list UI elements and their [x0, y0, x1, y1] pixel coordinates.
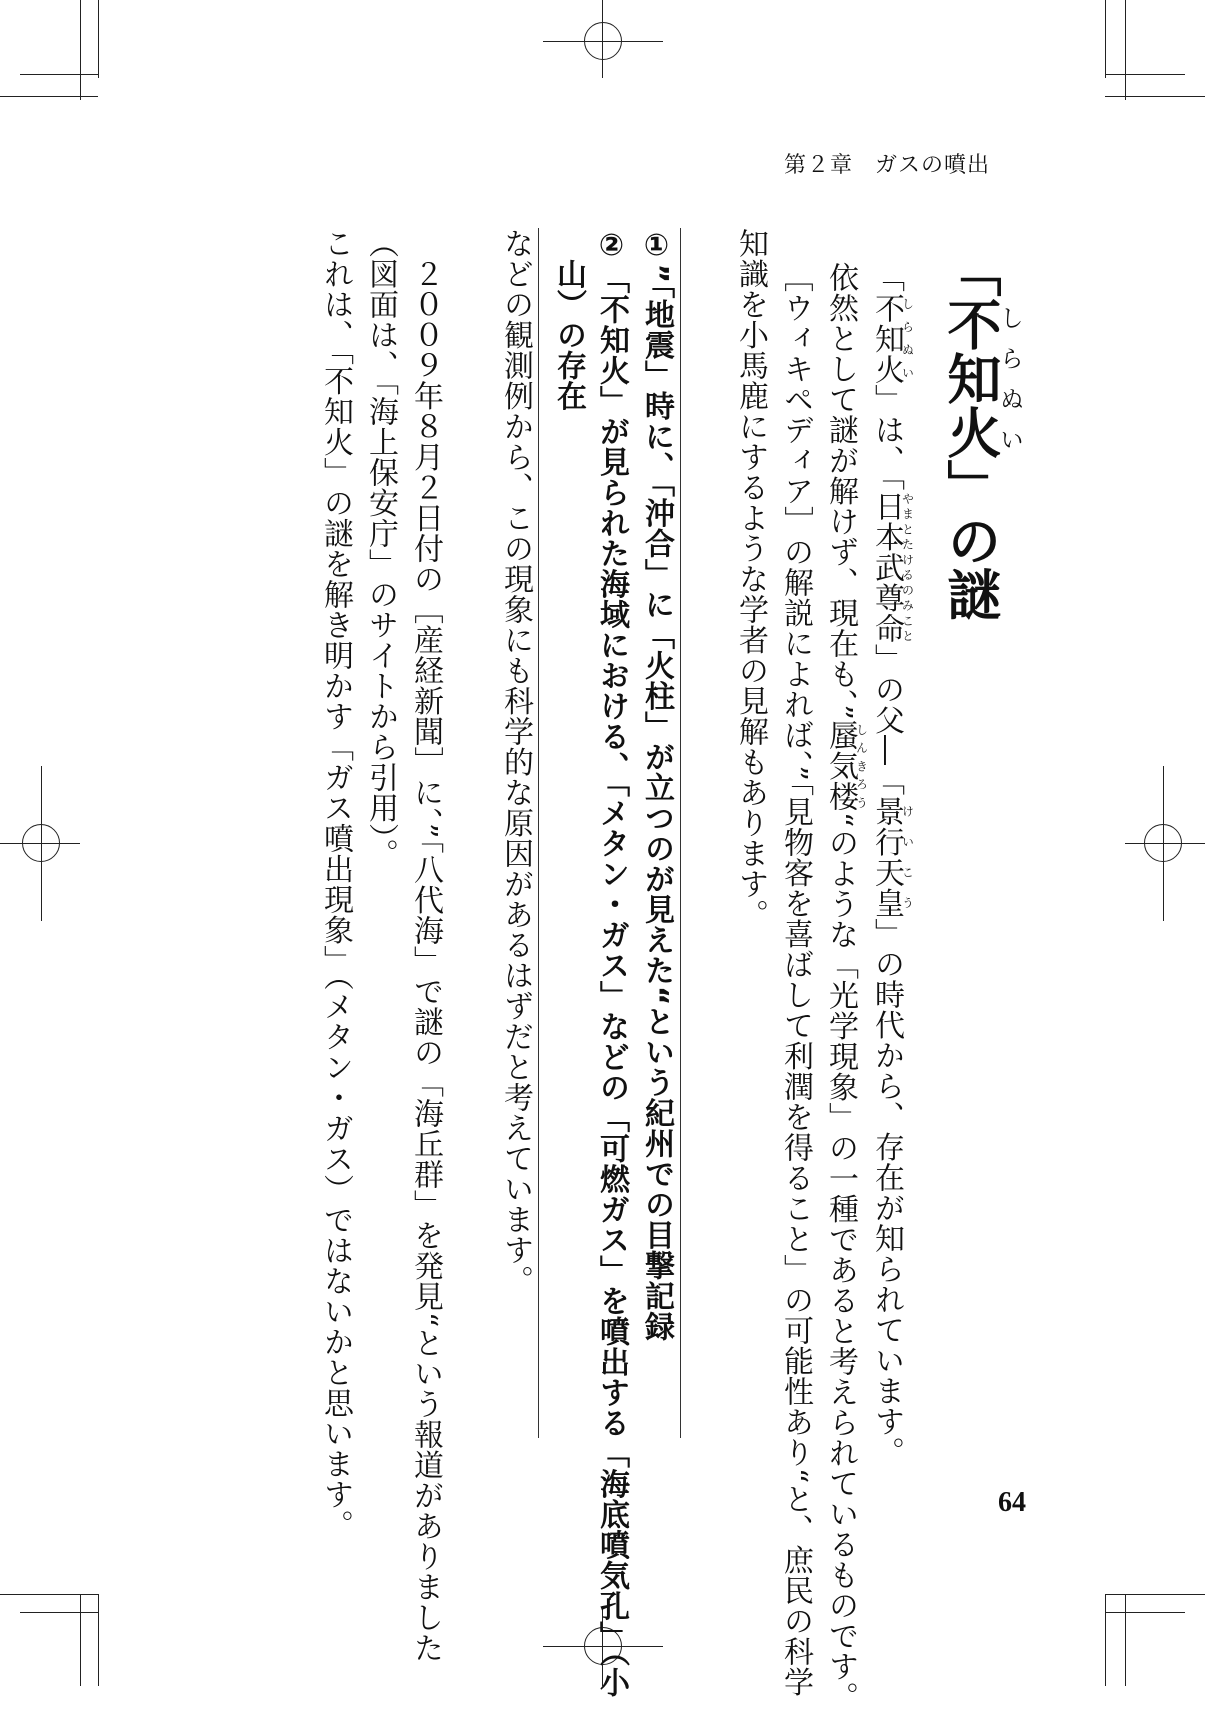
crop-mark — [1105, 1594, 1106, 1686]
crop-mark — [80, 1594, 81, 1686]
crop-mark — [0, 1594, 98, 1595]
paragraph-line: 知識を小馬鹿にするような学者の見解もあります。 — [733, 228, 768, 930]
chapter-number: 第２章 — [783, 153, 853, 178]
paragraph-line: などの観測例から、この現象にも科学的な原因があるはずだと考えています。 — [498, 228, 533, 1296]
registration-mark-top — [602, 0, 603, 78]
crop-mark — [80, 0, 81, 100]
registration-mark-right — [1125, 843, 1205, 844]
registration-mark-right — [1163, 766, 1164, 921]
crop-mark — [1105, 1612, 1185, 1613]
crop-mark — [0, 96, 98, 97]
page-number: 64 — [998, 1487, 1026, 1518]
crop-mark — [1125, 1594, 1126, 1686]
box-item: ②「不知火」が見られた海域における、「メタン・ガス」などの「可燃ガス」を噴出する「海底噴気孔」（小 — [594, 228, 629, 1698]
crop-mark — [20, 1612, 98, 1613]
registration-mark-top — [543, 41, 663, 42]
registration-mark-left — [41, 766, 42, 921]
title-word: 不知火しらぬい — [939, 297, 1024, 459]
crop-mark — [98, 1594, 99, 1686]
paragraph-line: 依然として謎が解けず、現在も、”蜃気楼しんきろう“のような「光学現象」の一種であると考えられているものです。 — [823, 262, 869, 1712]
box-rule-left — [538, 228, 539, 1438]
registration-mark-left — [0, 843, 80, 844]
crop-mark — [20, 74, 98, 75]
paragraph-line: （図面は、「海上保安庁」のサイトから引用）。 — [363, 228, 398, 869]
running-head — [784, 148, 990, 179]
paragraph-line: これは、「不知火」の謎を解き明かす「ガス噴出現象」（メタン・ガス）ではないかと思います。 — [318, 228, 353, 1540]
crop-mark — [98, 0, 99, 78]
box-rule-right — [680, 228, 681, 1438]
crop-mark — [1105, 0, 1106, 78]
paragraph-line: ［ウィキペディア］の解説によれば、”「見物客を喜ばして利潤を得ること」の可能性あり“と、庶民の科学 — [778, 262, 813, 1698]
crop-mark — [1125, 0, 1126, 100]
crop-mark — [1105, 74, 1185, 75]
box-item: ①”「地震」時に、「沖合」に「火柱」が立つのが見えた“という紀州での目撃記録 — [639, 228, 674, 1342]
paragraph-line: ２００９年８月２日付の［産経新聞］に、”「八代海」で謎の「海丘群」を発見“という報道がありました — [408, 228, 443, 1664]
box-item: 山）の存在 — [551, 228, 586, 411]
section-title: 「不知火しらぬい」の謎 — [939, 243, 1024, 621]
crop-mark — [1105, 1594, 1205, 1595]
paragraph-line: 「不知火しらぬい」は、「日本武尊命やまとたけるのみこと」の父―「景行天皇けいこう」の時代から、存在が知られています。 — [869, 262, 915, 1467]
chapter-title: ガスの噴出 — [874, 153, 990, 178]
crop-mark — [1105, 96, 1205, 97]
